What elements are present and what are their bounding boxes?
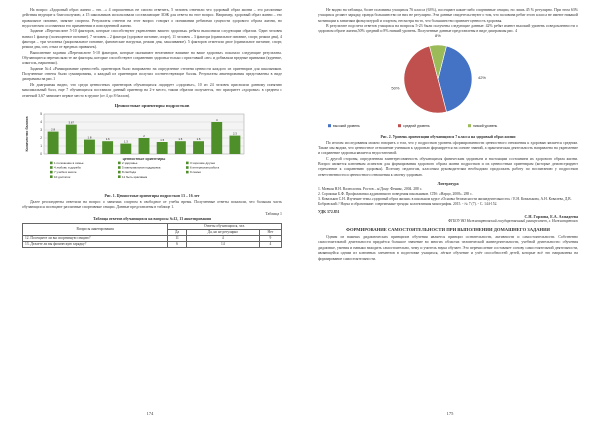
data-label: 2.8 — [51, 127, 56, 132]
legend-entry: 1 положение в семье — [54, 160, 84, 165]
legend-swatch — [118, 161, 121, 164]
data-table — [22, 223, 282, 248]
y-tick-label: 1 — [40, 144, 42, 149]
table-header: Вопросы анкетирования — [23, 223, 168, 235]
y-axis-label: Количество баллов — [25, 116, 29, 152]
legend-swatch — [118, 166, 121, 169]
legend-entry: 6 интересная работа — [190, 165, 220, 170]
right-page — [300, 0, 600, 424]
legend-entry: 2 здоровье — [122, 160, 138, 165]
table-row — [23, 241, 282, 247]
legend-entry: 3 хорошие друзья — [190, 160, 216, 165]
legend-entry: 11 быть красивым — [122, 174, 148, 179]
table-cell: 11 — [168, 235, 187, 241]
y-tick-label: 2 — [40, 136, 42, 141]
pie-data-label: 8% — [435, 32, 441, 38]
legend-entry: 4 любовь и дружба — [54, 165, 81, 170]
x-axis-label: ценностные ориентиры — [122, 156, 166, 161]
paragraph: Задание «Перечислите 5-10 факторов, которые способствуют укреплению вашего здоровья» ребята выполнили следующим образом. Один человек назвал 1 фактор (полноценное питание). 7 человек – 2 фактора (здоровое питание, спорт), 11 человек – 3 фактора (правильное питание, спорт, режим дня), 4 фактора – три человека (рациональное питание, физические нагрузки, режим дня, закаливание). 5 факторов отметили двое (правильное питание, спорт, режим дня, сон, отказ от вредных привычек). — [22, 29, 282, 50]
bar — [139, 138, 150, 154]
legend-entry: 10 достаток — [54, 174, 71, 179]
legend-swatch — [186, 171, 189, 174]
paragraph: На вопрос «Здоровый образ жизни – это…» 4 опрошенных не смогли ответить, 5 человек ответили что здоровый образ жизни – это различные действия ведущие к благополучию, а 15 школьников использовали составляющие ЗОЖ для ответа на этот вопрос. Например, здоровый образ жизни – это правильное питание, занятие спортом. Результаты ответов на этот вопрос говорят о понимании ребятами сущности здорового образа жизни, но недостаточно осознанном его применении в повседневной жизни. — [22, 8, 282, 29]
data-label: 1.6 — [178, 137, 183, 142]
paragraph: Выполнение задания «Перечислите 5-10 факторов, которые оказывают негативное влияние на ваше здоровье» показало следующие результаты. Обучающиеся перечисляли те же факторы, которые способствуют сохранению здоровья только с приставкой «не» и добавляли вредные привычки (курение, алкоголь, наркотики). — [22, 50, 282, 66]
paragraph: С другой стороны, определенная заинтересованность обучающихся физическим здоровьем и настоящим состоянием их здорового образа жизни. Вопрос является ключевым аспектом для формирования здорового образа жизни подростков и их ценностным ориентирам (которые демонстрируют стремление к сохранению здоровья). Поэтому педагогам, классным руководителям необходимо продолжать работу по воспитанию у подростков ответственности и ценностного отношения к своему здоровью. — [318, 156, 578, 177]
data-label: 3.67 — [68, 120, 74, 125]
data-label: 1.5 — [160, 137, 165, 142]
bar — [229, 135, 240, 153]
data-label: 1.8 — [87, 135, 92, 140]
paragraph: Далее респонденты ответили на вопрос о занятиях спортом в свободное от учебы время. Полученные ответы показали, что большая часть обучающихся посещают различные спортивные секции. Данные представлены в таблице 1. — [22, 199, 282, 210]
legend-swatch — [50, 171, 53, 174]
bar — [175, 141, 186, 154]
legend-swatch — [50, 166, 53, 169]
legend-entry: низкий уровень — [473, 123, 498, 128]
page-number: 175 — [446, 411, 454, 416]
legend-swatch — [398, 124, 401, 127]
legend-swatch — [118, 171, 121, 174]
bar-chart — [22, 110, 282, 192]
data-label: 4 — [215, 117, 218, 122]
reference-item: 2. Сорокина Б.Ф. Профилактика аддиктивного поведения школьников. СПб: «Нарцо, 2008». 288 с. — [318, 192, 473, 197]
table-cell: 9 — [259, 235, 281, 241]
pie-data-label: 42% — [477, 74, 487, 80]
table-header: Нет — [259, 229, 281, 235]
table-cell: 6 — [168, 241, 187, 247]
bar — [157, 142, 168, 154]
legend-entry: 8 свобода — [122, 170, 136, 175]
paragraph: Из диаграммы видно, что среди ценностных ориентиров обучающихся лидирует «здоровье», 10 из 24 человек присвоили данному понятию максимальный балл, еще 7 обучающихся поставили данный ориентир на 2-е место, таким образом получается, что приоритет «здоровье» в среднем с отметкой 3,67 занимает первое место в группе (от 4 до 8 баллов). — [22, 82, 282, 98]
legend-swatch — [186, 161, 189, 164]
page-number: 174 — [146, 411, 154, 416]
paragraph: Одним из важных дидактических принципов обучения является принцип сознательности, активности и самостоятельности. Собственно самостоятельной деятельности придаётся большое значение во многих областях человеческой жизнедеятельности, учебной деятельности: обучения дидактике, умения и навыки находить самостоятельно, чему и учитель наука обучает. Это перечисление составляет основу самостоятельной деятельности, являющейся одним из ключевых элементов в подготовке учащихся, лёгкое обучение и учёт способностей детей, которые всё это направлены на формирование самостоятельности. — [318, 235, 578, 261]
author-affiliation: ФГБОУ ВО Нижневартовский государственный университет, г. Нижневартовск — [448, 219, 578, 224]
legend-entry: 9 семья — [190, 170, 201, 175]
table-title: Таблица ответов обучающихся на вопросы №12, 13 анкетирования — [93, 216, 211, 221]
reference-item: 1. Мовчан Н.Н. Валеология. Ростов – н/Дону: Феникс, 2004. 288 с. — [318, 187, 423, 192]
legend-swatch — [118, 175, 121, 178]
pie-chart — [318, 32, 578, 133]
table-header: Да — [168, 229, 187, 235]
bar — [211, 122, 222, 154]
paragraph: Задание №4 «Ранжирование ценностей» ориентиров было направлено на определение степени ценности каждого из ориентиров для школьников. Полученные ответы были суммированы, а каждый из ориентиров получил соответствующие баллы. Результаты анкетирования представлены в виде диаграммы на рис.1 — [22, 66, 282, 82]
chart-caption: Рис. 1. Ценностные ориентиры подростков 13 – 16 лет — [104, 193, 200, 198]
table-cell: 13. Делаете ли вы физическую зарядку? — [23, 241, 168, 247]
references-title: Литература — [437, 181, 459, 187]
pie-caption: Рис. 2. Уровень ориентации обучающихся 7 класса на здоровый образ жизни — [380, 134, 516, 139]
data-label: 2 — [143, 133, 145, 138]
legend-swatch — [328, 124, 331, 127]
table-cell: 12. Посещаете ли вы спортивную секцию? — [23, 235, 168, 241]
bar — [193, 141, 204, 154]
paragraph: Не видно на таблицы, более половины учащихся 76 класса (63%), посещают какие-либо спортивные секции, но лишь 45 % регулярно. При этом 63% учащихся делают зарядку, правда большинство из них не регулярно. Эти данные свидетельствуют о том, что половина ребят этого класса не имеют никакой мотивации к занятиям физкультурой и спортом, несмотря на то, что большинство признает ценность здоровья. — [318, 8, 578, 23]
table-header: Ответы обучающихся, чел. — [168, 223, 282, 229]
data-label: 1.3 — [123, 139, 128, 144]
paragraph: По итогам исследования можно говорить о том, что у подростков уровень сформированности ценностного отношения к здоровью является средним. Также мы видим, что ценностное отношение учеников к здоровью формируется на основе знаний, а практическая деятельность направлена на укрепление и сохранение здоровья является недостаточной. — [318, 140, 578, 156]
y-tick-label: 5 — [40, 112, 42, 117]
legend-swatch — [50, 161, 53, 164]
chart-title: Ценностные ориентиры подростков — [114, 102, 190, 108]
legend-entry: высокий уровень — [333, 123, 360, 128]
reference-item: 3. Ковальков С.Н. Изучение темы «здоровый образ жизни» в школьном курсе «Основы безопасности жизнедеятельности» / Е.Н. Ковалькова, А.Н. Ковалева, Д.В. Бобровский // Наука и образование: современные тренды: коллективная монография. 2015. - № 7 (7). - С. 144-152. — [318, 197, 572, 207]
table-cell: 4 — [259, 241, 281, 247]
y-tick-label: 4 — [40, 120, 42, 125]
bar — [120, 143, 131, 153]
table-cell: 14 — [186, 241, 259, 247]
bar — [66, 124, 77, 153]
table-header: Да, но не регулярно — [186, 229, 259, 235]
legend-swatch — [186, 166, 189, 169]
y-tick-label: 0 — [40, 152, 42, 157]
bar — [84, 139, 95, 153]
article-headline: ФОРМИРОВАНИЕ САМОСТОЯТЕЛЬНОСТИ ПРИ ВЫПОЛНЕНИИ ДОМАШНЕГО ЗАДАНИЯ — [346, 227, 550, 233]
paragraph: В результате подсчета ответов учащихся на вопросы 5-23 были получены следующие данные: 42% ребят имеют высокий уровень осведомленности о здоровом образе жизни,50% средний и 8% низкий уровень. Полученные данные представлены в виде диаграммы рис. 4 — [318, 24, 578, 34]
legend-entry: 7 учеба в школе — [54, 170, 77, 175]
author-names: С.Н. Горлова, Е.А. Ахмадеева — [524, 214, 578, 220]
legend-entry: средний уровень — [403, 123, 430, 128]
pie-data-label: 50% — [391, 85, 400, 91]
data-label: 1.6 — [105, 137, 110, 142]
table-cell: 4 — [186, 235, 259, 241]
bar — [48, 131, 59, 153]
legend-swatch — [50, 175, 53, 178]
data-label: 2.3 — [232, 131, 237, 136]
bar — [102, 141, 113, 154]
data-label: 1.6 — [196, 137, 201, 142]
legend-entry: 5 материальная поддержка — [122, 165, 161, 170]
udk-code: УДК 372.851 — [318, 210, 340, 215]
table-label: Таблица 1 — [265, 211, 282, 216]
y-tick-label: 3 — [40, 128, 42, 133]
legend-swatch — [468, 124, 471, 127]
